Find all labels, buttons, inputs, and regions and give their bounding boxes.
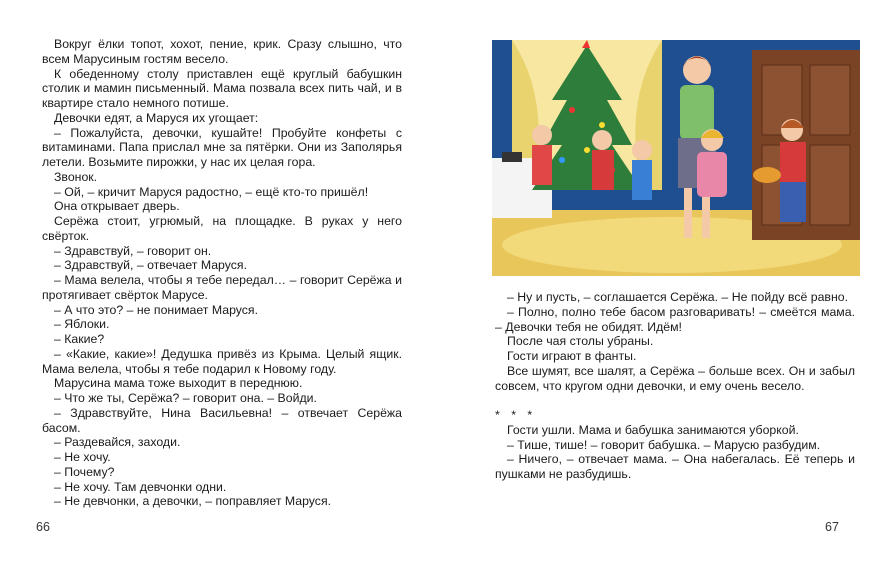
paragraph: – Мама велела, чтобы я тебе передал… – говорит Серёжа и протягивает свёрток Марусе. <box>42 273 402 302</box>
paragraph: – Раздевайся, заходи. <box>54 435 181 450</box>
christmas-party-illustration <box>492 40 860 276</box>
paragraph: Гости играют в фанты. <box>507 349 637 363</box>
paragraph: – Какие? <box>54 332 105 346</box>
paragraph: – Не хочу. Там девчонки одни. <box>54 479 227 494</box>
right-page <box>440 0 880 563</box>
paragraph: Вокруг ёлки топот, хохот, пение, крик. Сразу слышно, что всем Марусиным гостям весело. <box>42 37 402 66</box>
paragraph: – Почему? <box>54 464 115 479</box>
paragraph: – Здравствуй, – говорит он. <box>54 243 212 258</box>
page-number-left: 66 <box>36 520 50 534</box>
paragraph: Серёжа стоит, угрюмый, на площадке. В руках у него свёрток. <box>42 214 402 243</box>
paragraph: – Здравствуй, – отвечает Маруся. <box>54 258 247 273</box>
paragraph: – Ой, – кричит Маруся радостно, – ещё кто-то пришёл! <box>54 184 369 199</box>
paragraph: – Здравствуйте, Нина Васильевна! – отвечает Серёжа басом. <box>42 405 402 435</box>
paragraph: – Что же ты, Серёжа? – говорит она. – Войди. <box>54 391 317 405</box>
right-page-text <box>495 290 855 482</box>
section-break: * * * <box>495 408 537 422</box>
paragraph: После чая столы убраны. <box>507 334 654 349</box>
paragraph: Звонок. <box>54 169 98 184</box>
spacer <box>495 393 855 408</box>
paragraph: Девочки едят, а Маруся их угощает: <box>54 110 259 125</box>
paragraph: – Яблоки. <box>54 317 110 332</box>
paragraph: Она открывает дверь. <box>54 199 180 214</box>
paragraph: – А что это? – не понимает Маруся. <box>54 302 259 317</box>
paragraph: Марусина мама тоже выходит в переднюю. <box>54 376 303 391</box>
paragraph: К обеденному столу приставлен ещё круглый бабушкин столик и мамин письменный. Мама позвала всех пить чай, и в квартире стало немного потише. <box>42 66 402 110</box>
paragraph: – Тише, тише! – говорит бабушка. – Марусю разбудим. <box>507 437 821 452</box>
paragraph: – Ничего, – отвечает мама. – Она набегалась. Её теперь и пушками не разбудишь. <box>495 452 855 481</box>
paragraph: – Ну и пусть, – соглашается Серёжа. – Не пойду всё равно. <box>507 290 848 304</box>
paragraph: Гости ушли. Мама и бабушка занимаются уборкой. <box>507 422 799 437</box>
paragraph: – Пожалуйста, девочки, кушайте! Пробуйте конфеты с витаминами. Папа прислал мне за пятёрки. Они из Заполярья летели. Возьмите пирожки, у нас их целая гора. <box>42 125 402 169</box>
paragraph: – Не девчонки, а девочки, – поправляет Маруся. <box>54 494 332 509</box>
paragraph: Все шумят, все шалят, а Серёжа – больше всех. Он и забыл совсем, что кругом одни девочки, и ему очень весело. <box>495 363 855 393</box>
paragraph: – «Какие, какие»! Дедушка привёз из Крыма. Целый ящик. Мама велела, чтобы я тебе подарил к Новому году. <box>42 346 402 376</box>
page-number-right: 67 <box>825 520 839 534</box>
paragraph: – Полно, полно тебе басом разговаривать! – смеётся мама. – Девочки тебя не обидят. Идём! <box>495 304 855 334</box>
paragraph: – Не хочу. <box>54 450 111 464</box>
left-page-text <box>42 37 402 509</box>
